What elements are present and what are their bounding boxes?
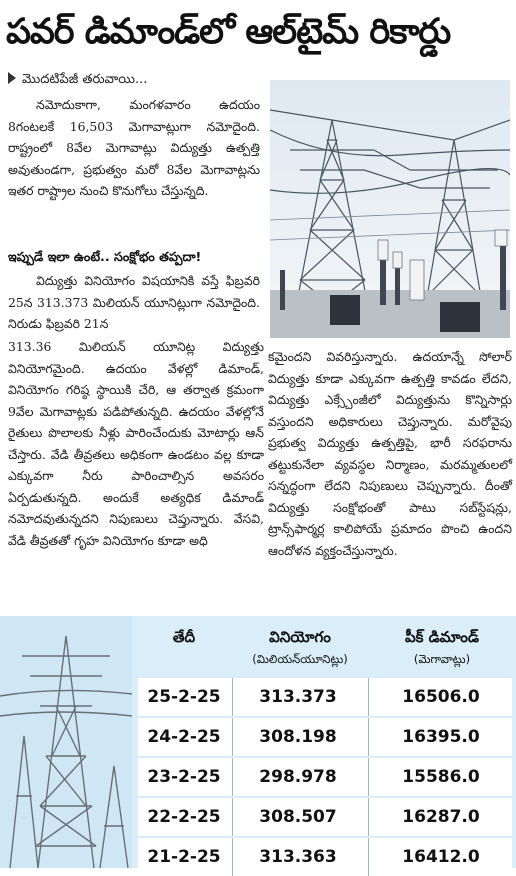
usage-cell: 308.198	[259, 727, 337, 747]
header-peak-unit: (మెగావాట్లు)	[413, 652, 471, 666]
date-cell: 21-2-25	[147, 847, 221, 867]
peak-cell: 16287.0	[402, 807, 480, 827]
column-header-peak	[372, 628, 512, 669]
date-cell: 22-2-25	[147, 807, 221, 827]
peak-cell: 16506.0	[402, 687, 480, 707]
kicker-text: మొదటిపేజీ తరువాయి...	[22, 72, 148, 87]
usage-cell: 313.373	[259, 687, 337, 707]
date-cell: 23-2-25	[147, 767, 221, 787]
substation-photo	[270, 80, 510, 338]
table-row	[138, 838, 512, 868]
date-cell: 25-2-25	[147, 687, 221, 707]
header-date-label: తేదీ	[172, 628, 196, 646]
header-usage-label: వినియోగం	[269, 628, 331, 646]
header-peak-label: పీక్ డిమాండ్	[404, 628, 480, 646]
headline: పవర్ డిమాండ్‌లో ఆల్‌టైమ్ రికార్డు	[6, 12, 451, 52]
paragraph-4: కమైందని వివరిస్తున్నారు. ఉదయాన్నే సోలార్ విద్యుత్తు కూడా ఎక్కువగా ఉత్పత్తి కావడం లేదని, విద్యుత్తు ఎక్స్చేంజీలో విద్యుత్తును కొన్నిసార్లు వస్తుందని అధికారులు చెప్తున్నారు. మరోవైపు ప్రభుత్వ విద్యుత్తు ఉత్పత్తిపై, భారీ సరఫరాను తట్టుకునేలా వ్యవస్థల నిర్మాణం, మరమ్మతులలో సన్నద్ధంగా లేదని నిపుణులు చెప్పున్నారు. దీంతో విద్యుత్తు సంక్షోభంతో పాటు సబ్‌స్టేషన్లు, ట్రాన్స్‌ఫార్మర్ల కాలిపోయే ప్రమాదం పొంచి ఉందని ఆందోళన వ్యక్తంచేస్తున్నారు.	[268, 349, 512, 558]
date-cell: 24-2-25	[147, 727, 221, 747]
peak-cell: 16412.0	[402, 847, 480, 867]
header-usage-unit: (మిలియన్‌యూనిట్లు)	[252, 652, 348, 666]
peak-cell: 16395.0	[402, 727, 480, 747]
paragraph-2: విద్యుత్తు వినియోగం విషయానికి వస్తే ఫిబ్రవరి 25న 313.373 మిలియన్ యూనిట్లుగా నమోదైంది. నిరుడు ఫిబ్రవరి 21న	[8, 273, 260, 331]
transmission-tower-illustration	[0, 616, 132, 868]
column-header-date	[138, 628, 230, 650]
table-row	[138, 718, 512, 756]
subheading: ఇప్పుడే ఇలా ఉంటే.. సంక్షోభం తప్పదా!	[8, 249, 202, 264]
usage-cell: 313.363	[259, 847, 337, 867]
usage-cell: 308.507	[259, 807, 337, 827]
paragraph-1: నమోదుకాగా, మంగళవారం ఉదయం 8గంటలకే 16,503 మెగావాట్లుగా నమోదైంది. రాష్ట్రంలో 8వేల మెగావాట్లు విద్యుత్తు ఉత్పత్తి అవుతుండగా, ప్రభుత్వం మరో 8వేల మెగావాట్లను ఇతర రాష్ట్రాల నుంచి కొనుగోలు చేస్తున్నది.	[8, 97, 260, 198]
triangle-bullet-icon	[8, 72, 16, 84]
paragraph-3: 313.36 మిలియన్ యూనిట్ల విద్యుత్తు వినియోగమైంది. ఉదయం వేళల్లో డిమాండ్, వినియోగం గరిష్ఠ స్థాయికి చేరి, ఆ తర్వాత క్రమంగా 9వేల మెగావాట్లకు పడిపోతున్నది. ఉదయం వేళల్లోనే రైతులు పొలాలకు నీళ్లు పారించేందుకు మోటార్లు ఆన్ చేస్తారు. వేడి తీవ్రతలు అధికంగా ఉండటం వల్ల కూడా ఎక్కువగా నీరు పారించాల్సిన అవసరం ఏర్పడుతున్నది. అందుకే అత్యధిక డిమాండ్ నమోదవుతున్నదని నిపుణులు చెప్తున్నారు. వేసవి, వేడి తీవ్రతతో గృహ వినియోగం కూడా అధి	[8, 339, 264, 548]
peak-cell: 15586.0	[402, 767, 480, 787]
table-row	[138, 678, 512, 716]
column-header-usage	[232, 628, 368, 669]
usage-cell: 298.978	[259, 767, 337, 787]
table-row	[138, 758, 512, 796]
table-row	[138, 798, 512, 836]
continued-kicker	[8, 70, 147, 90]
